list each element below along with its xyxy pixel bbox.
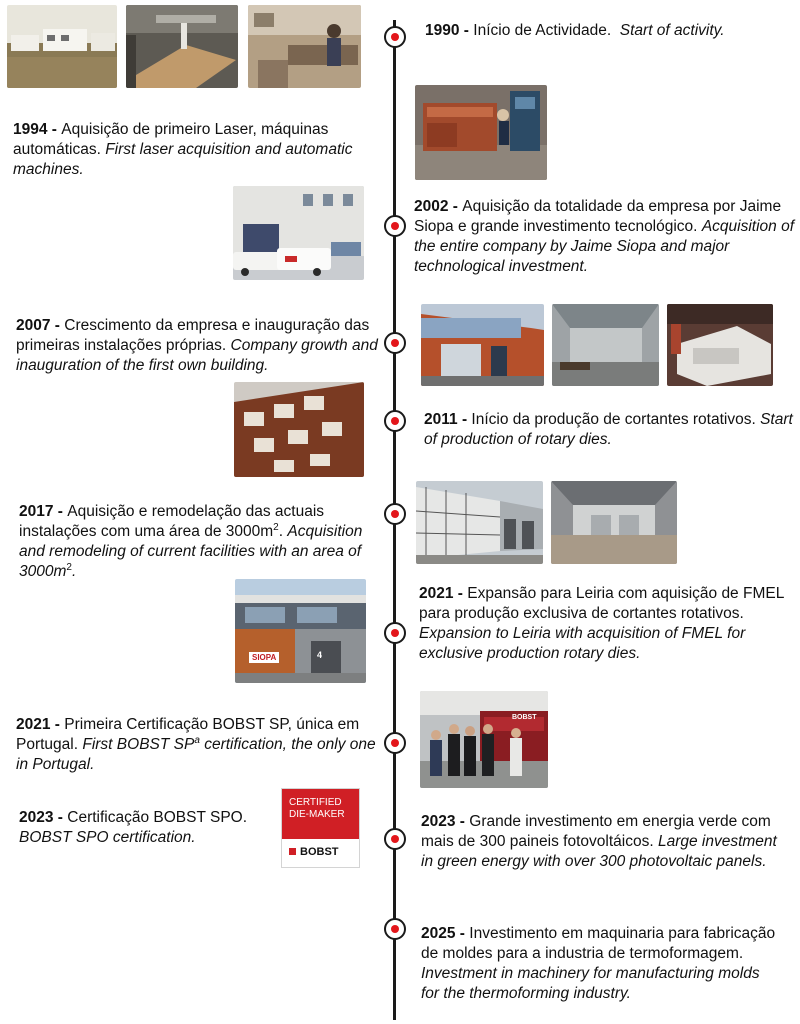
photo-2017-hall-interior (551, 481, 677, 564)
timeline-node-1990 (384, 26, 406, 48)
entry-1994: 1994 - Aquisição de primeiro Laser, máquinas automáticas. First laser acquisition and automatic machines. (13, 121, 353, 178)
photo-2011-rotary-die (234, 382, 364, 477)
door-number: 4 (317, 650, 323, 660)
entry-year: 2025 (421, 925, 456, 942)
timeline-node-2011 (384, 410, 406, 432)
entry-year: 1994 (13, 121, 48, 138)
entry-year: 2007 (16, 317, 51, 334)
entry-year: 2011 (424, 411, 458, 428)
entry-2002: 2002 - Aquisição da totalidade da empresa por Jaime Siopa e grande investimento tecnológico. Acquisition of the entire company by Jaime Siopa and major technological investment. (414, 198, 795, 275)
bobst-certified-badge (281, 788, 360, 868)
timeline-node-2025 (384, 918, 406, 940)
photo-2007-building (421, 304, 544, 386)
entry-2023-green-energy: 2023 - Grande investimento em energia verde com mais de 300 paineis fotovoltáicos. Large investment in green energy with over 300 photovoltaic panels. (421, 813, 777, 870)
entry-2021-leiria: 2021 - Expansão para Leiria com aquisição de FMEL para produção exclusiva de cortantes rotativos. Expansion to Leiria with acquisition of FMEL for exclusive production rotary dies. (419, 585, 784, 662)
photo-2007-machines (667, 304, 773, 386)
timeline-node-2021-bobst (384, 732, 406, 754)
photo-2017-remodeling-exterior (416, 481, 543, 564)
photo-1990-workshop (248, 5, 361, 88)
entry-year: 2023 (421, 813, 456, 830)
entry-2011: 2011 - Início da produção de cortantes rotativos. Start of production of rotary dies. (424, 411, 793, 448)
photo-1990-machine (126, 5, 238, 88)
badge-brand: BOBST (289, 846, 339, 858)
entry-2021-bobst: 2021 - Primeira Certificação BOBST SP, única em Portugal. First BOBST $SP^a$ certification, the only one in Portugal. (16, 716, 376, 773)
photo-1994-laser-machine (415, 85, 547, 180)
entry-2025: 2025 - Investimento em maquinaria para fabricação de moldes para a industria de termoformagem. Investment in machinery for manufacturing molds for the thermoforming industry. (421, 925, 776, 1002)
entry-year: 2023 (19, 809, 54, 826)
siopa-sign: SIOPA (249, 652, 279, 663)
entry-2023-certification: 2023 - Certificação BOBST SPO. BOBST SPO certification. (19, 809, 248, 846)
timeline-node-2021-leiria (384, 622, 406, 644)
entry-year: 2002 (414, 198, 449, 215)
entry-year: 2017 (19, 503, 54, 520)
timeline-node-2023 (384, 828, 406, 850)
entry-2017: 2017 - Aquisição e remodelação das actuais instalações com uma área de $3000m^2$. Acquisition and remodeling of current facilities with an area of $3000m^2$. (19, 503, 363, 580)
photo-2021-siopa-building (235, 579, 366, 683)
entry-year: 2021 (419, 585, 454, 602)
timeline-node-2002 (384, 215, 406, 237)
entry-1990: 1990 - Início de Actividade. Start of activity. (425, 22, 725, 39)
bobst-logo-icon (289, 848, 296, 855)
timeline-node-2007 (384, 332, 406, 354)
entry-year: 1990 (425, 22, 460, 39)
photo-1990-factory-exterior (7, 5, 117, 88)
photo-2007-hall-interior (552, 304, 659, 386)
bobst-sign: BOBST (512, 714, 537, 721)
photo-2002-building-vans (233, 186, 364, 280)
entry-year: 2021 (16, 716, 51, 733)
entry-2007: 2007 - Crescimento da empresa e inauguração das primeiras instalações próprias. Company growth and inauguration of the first own building. (16, 317, 378, 374)
badge-title: CERTIFIED DIE-MAKER (282, 789, 359, 839)
timeline-node-2017 (384, 503, 406, 525)
photo-2021-bobst-team (420, 691, 548, 788)
